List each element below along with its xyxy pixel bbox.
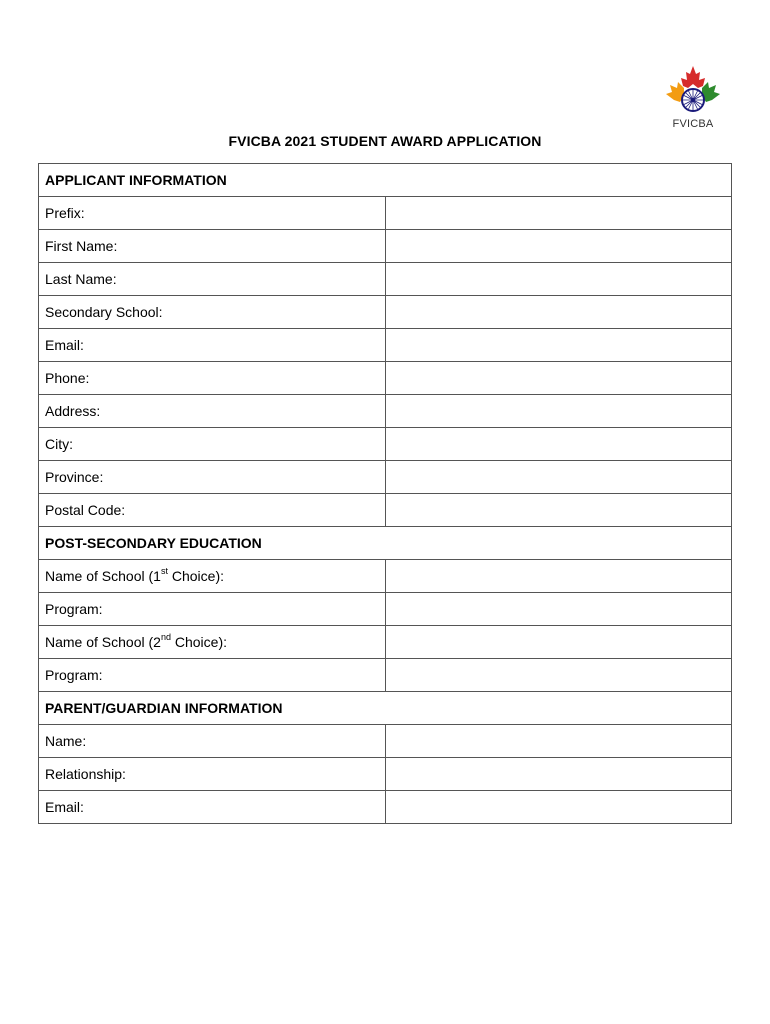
field-label <box>39 461 386 494</box>
field-input[interactable] <box>385 560 732 593</box>
field-label-text: Program: <box>45 667 103 683</box>
form-row <box>39 593 732 626</box>
form-row <box>39 659 732 692</box>
field-input[interactable] <box>385 362 732 395</box>
application-form <box>38 163 732 824</box>
form-row <box>39 395 732 428</box>
field-input[interactable] <box>385 659 732 692</box>
field-label <box>39 494 386 527</box>
form-row <box>39 461 732 494</box>
field-label-text: Secondary School: <box>45 304 163 320</box>
field-input[interactable] <box>385 428 732 461</box>
field-label-suffix: Choice): <box>167 568 224 584</box>
field-label-text: Relationship: <box>45 766 126 782</box>
form-row <box>39 362 732 395</box>
field-label <box>39 659 386 692</box>
field-input[interactable] <box>385 230 732 263</box>
field-input[interactable] <box>385 626 732 659</box>
field-label <box>39 593 386 626</box>
field-label-text: Address: <box>45 403 101 419</box>
section-heading: POST-SECONDARY EDUCATION <box>39 527 732 560</box>
field-label-text: Last Name: <box>45 271 117 287</box>
field-label-suffix: Choice): <box>170 634 227 650</box>
form-row <box>39 560 732 593</box>
field-label-text: Name: <box>45 733 87 749</box>
field-input[interactable] <box>385 758 732 791</box>
field-label <box>39 296 386 329</box>
field-label <box>39 230 386 263</box>
field-input[interactable] <box>385 197 732 230</box>
field-label <box>39 758 386 791</box>
section-header-row <box>39 164 732 197</box>
field-label-text: Postal Code: <box>45 502 126 518</box>
field-label <box>39 362 386 395</box>
field-input[interactable] <box>385 296 732 329</box>
form-row <box>39 725 732 758</box>
field-label <box>39 626 386 659</box>
form-row <box>39 428 732 461</box>
field-label <box>39 395 386 428</box>
field-label <box>39 725 386 758</box>
field-input[interactable] <box>385 395 732 428</box>
field-input[interactable] <box>385 593 732 626</box>
field-input[interactable] <box>385 791 732 824</box>
section-heading: APPLICANT INFORMATION <box>39 164 732 197</box>
form-row <box>39 494 732 527</box>
form-row <box>39 758 732 791</box>
section-header-row <box>39 527 732 560</box>
field-label <box>39 791 386 824</box>
ordinal-suffix: nd <box>160 632 171 643</box>
logo-text: FVICBA <box>672 118 714 130</box>
section-header-row <box>39 692 732 725</box>
field-label-text: City: <box>45 436 73 452</box>
field-label-text: Province: <box>45 469 104 485</box>
field-label <box>39 263 386 296</box>
field-input[interactable] <box>385 263 732 296</box>
field-label-text: Email: <box>45 799 84 815</box>
field-input[interactable] <box>385 725 732 758</box>
form-row <box>39 296 732 329</box>
field-label <box>39 197 386 230</box>
field-label-text: First Name: <box>45 238 118 254</box>
field-label <box>39 428 386 461</box>
field-input[interactable] <box>385 461 732 494</box>
form-row <box>39 230 732 263</box>
field-label-text: Prefix: <box>45 205 85 221</box>
form-row <box>39 263 732 296</box>
form-row <box>39 791 732 824</box>
form-row <box>39 626 732 659</box>
field-label-text: Program: <box>45 601 103 617</box>
field-label-text: Email: <box>45 337 84 353</box>
field-input[interactable] <box>385 329 732 362</box>
section-heading: PARENT/GUARDIAN INFORMATION <box>39 692 732 725</box>
form-row <box>39 329 732 362</box>
field-label <box>39 560 386 593</box>
field-label-text: Name of School (2 <box>45 634 161 650</box>
field-label <box>39 329 386 362</box>
page-title: FVICBA 2021 STUDENT AWARD APPLICATION <box>228 133 542 149</box>
field-label-text: Name of School (1 <box>45 568 161 584</box>
field-input[interactable] <box>385 494 732 527</box>
maple-leaf-chakra-icon <box>662 64 724 118</box>
form-row <box>39 197 732 230</box>
ordinal-suffix: st <box>160 566 168 577</box>
field-label-text: Phone: <box>45 370 90 386</box>
